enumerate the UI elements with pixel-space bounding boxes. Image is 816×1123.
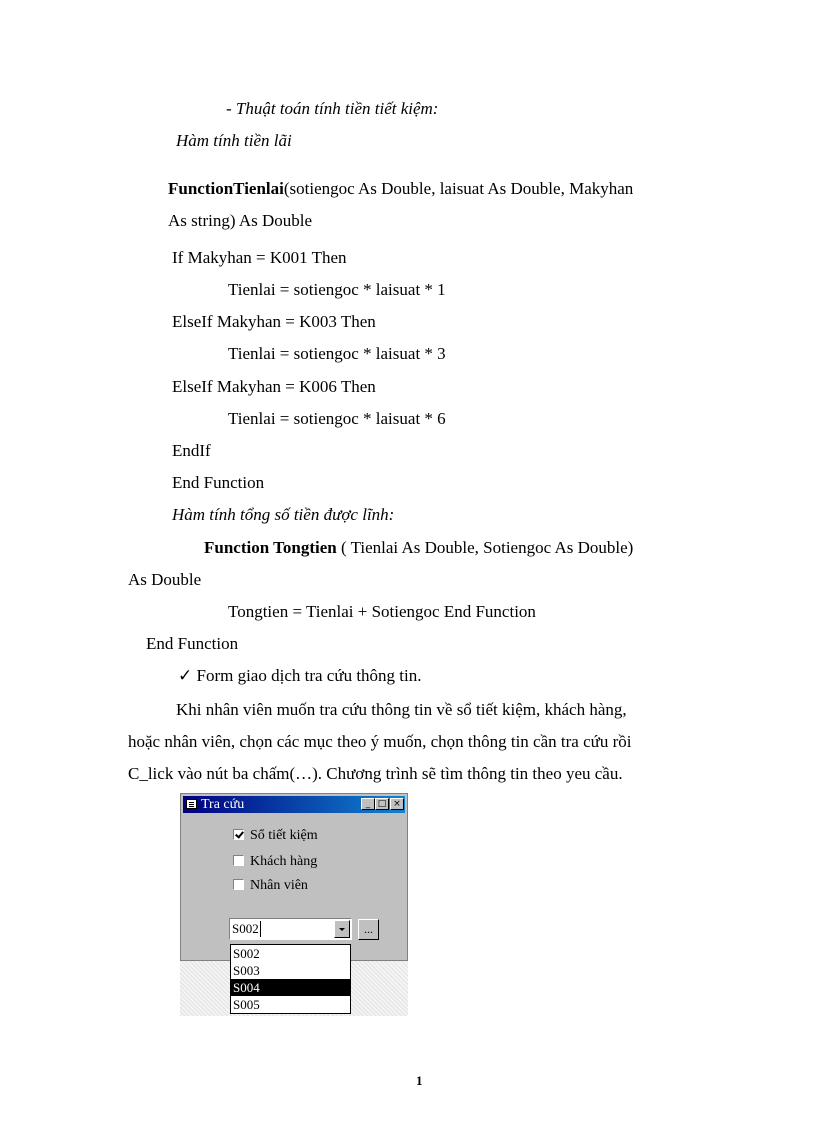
list-item[interactable]: S003 [233,963,260,978]
total-function-heading: Hàm tính tổng số tiền được lĩnh: [172,505,395,524]
function-return-type: As string) As Double [168,211,313,230]
code-end-function-2: End Function [146,634,239,653]
code-elseif-2: ElseIf Makyhan = K006 Then [172,377,376,396]
checkmark-icon: ✓ [178,666,193,685]
checkbox-label: Nhân viên [250,878,308,893]
combo-dropdown-list[interactable] [230,944,351,1014]
function-tongtien-keyword: Function Tongtien [204,538,337,557]
checkbox-label: Khách hàng [250,854,318,869]
checkbox-label: Sổ tiết kiệm [250,828,318,843]
paragraph-line-3: C_lick vào nút ba chấm(…). Chương trình sẽ tìm thông tin theo yeu cầu. [128,764,623,783]
lookup-dialog [180,793,408,961]
code-if-line: If Makyhan = K001 Then [172,248,347,267]
form-heading-text: Form giao dịch tra cứu thông tin. [192,666,422,685]
function-tongtien-signature [204,538,633,558]
form-icon [186,799,197,809]
close-icon[interactable]: × [390,798,404,810]
algorithm-heading: - Thuật toán tính tiền tiết kiệm: [226,99,439,118]
list-item[interactable]: S005 [233,997,260,1012]
combo-value[interactable]: S002 [232,921,259,936]
code-calc-1: Tienlai = sotiengoc * laisuat * 1 [228,280,446,299]
function-params: (sotiengoc As Double, laisuat As Double, Makyhan [283,179,634,198]
maximize-icon[interactable]: □ [375,798,389,810]
code-elseif-1: ElseIf Makyhan = K003 Then [172,312,376,331]
code-endif: EndIf [172,441,211,460]
lookup-combo[interactable] [229,918,352,940]
checkbox-unchecked-icon[interactable] [233,855,244,866]
minimize-icon[interactable]: _ [361,798,375,810]
checkbox-checked-icon[interactable] [233,829,244,840]
function-tongtien-params: ( Tienlai As Double, Sotiengoc As Double) [336,538,634,557]
function-keyword: FunctionTienlai [168,179,284,198]
list-item-selected[interactable]: S004 [231,979,350,996]
interest-function-heading: Hàm tính tiền lãi [176,131,292,150]
form-heading [178,666,421,686]
function-tienlai-signature [168,179,633,199]
paragraph-line-1: Khi nhân viên muốn tra cứu thông tin về sổ tiết kiệm, khách hàng, [176,700,627,719]
list-item[interactable]: S002 [233,946,260,961]
checkbox-khach-hang[interactable] [233,854,317,870]
dialog-title: Tra cứu [201,797,245,812]
checkbox-unchecked-icon[interactable] [233,879,244,890]
code-calc-3: Tienlai = sotiengoc * laisuat * 3 [228,344,446,363]
page-number: 1 [416,1073,423,1088]
dialog-titlebar[interactable] [183,796,405,813]
function-tongtien-return: As Double [128,570,202,589]
code-calc-6: Tienlai = sotiengoc * laisuat * 6 [228,409,446,428]
paragraph-line-2: hoặc nhân viên, chọn các mục theo ý muốn, chọn thông tin cần tra cứu rồi [128,732,632,751]
checkbox-nhan-vien[interactable] [233,878,308,894]
checkbox-so-tiet-kiem[interactable] [233,828,318,844]
code-total-calc: Tongtien = Tienlai + Sotiengoc End Function [228,602,536,621]
browse-button[interactable]: ... [358,919,379,940]
code-end-function-1: End Function [172,473,265,492]
chevron-down-icon[interactable] [334,920,350,938]
description-paragraph [128,694,716,790]
